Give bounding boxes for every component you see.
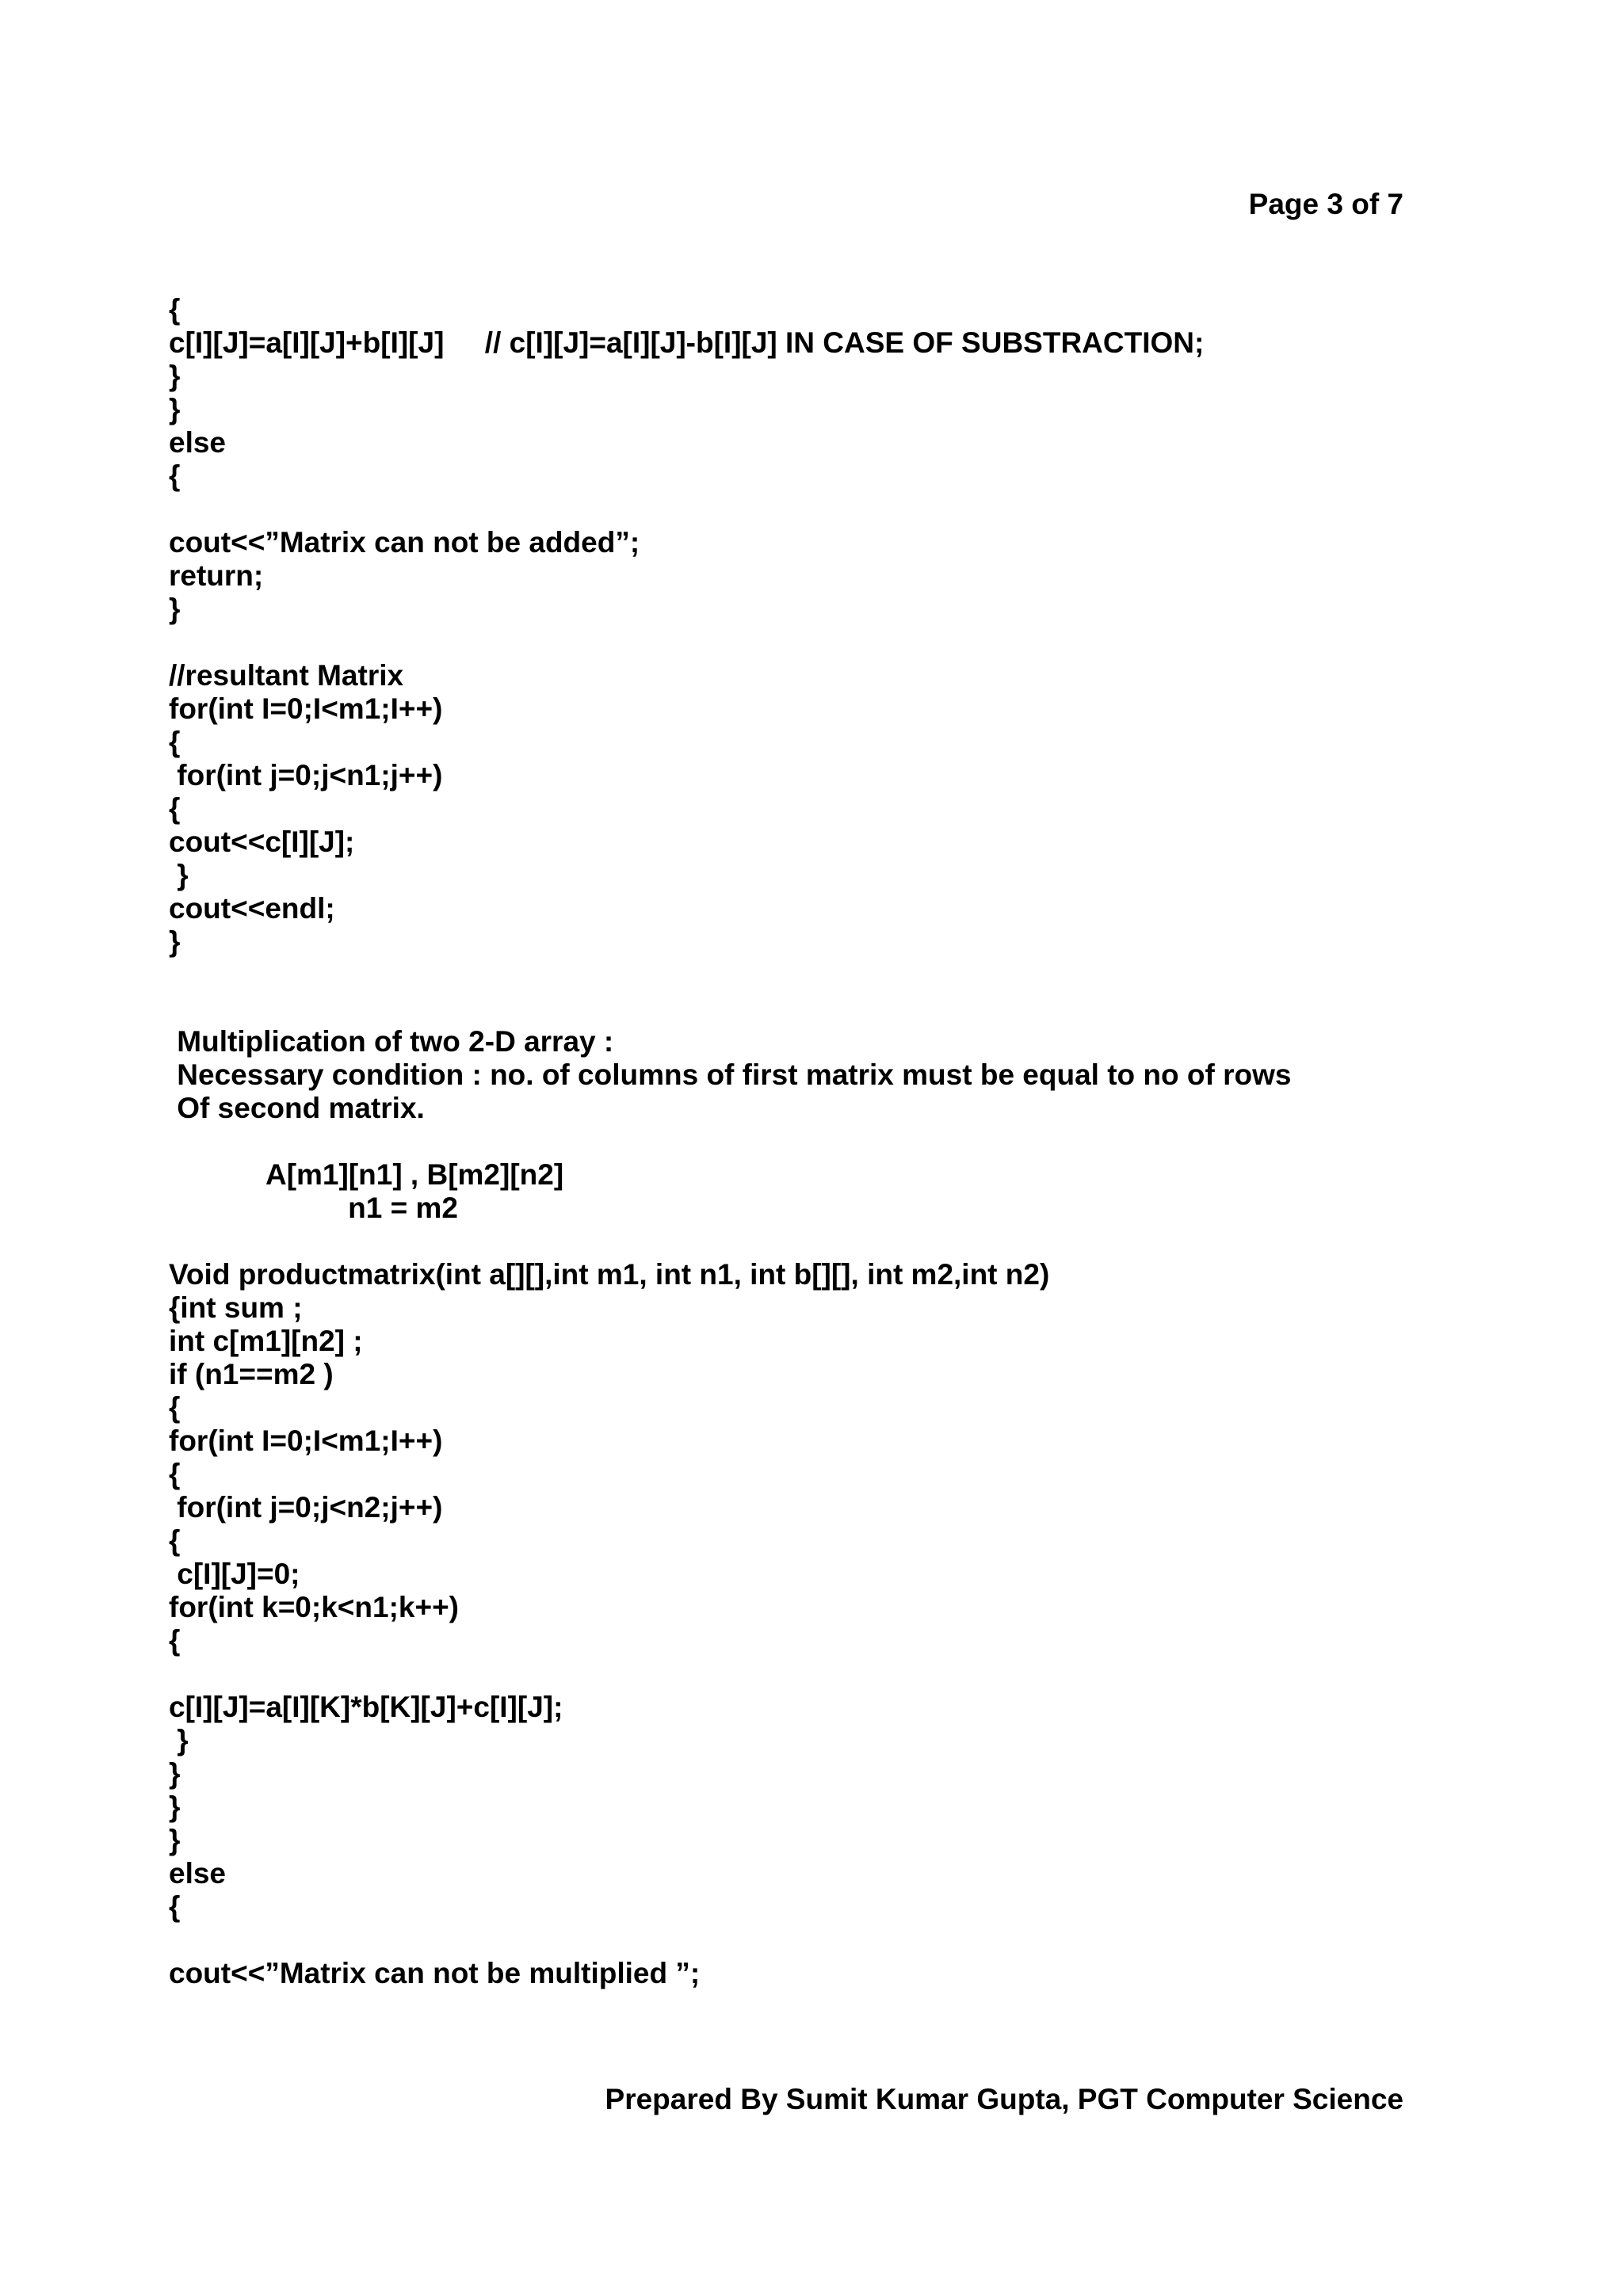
text-line: for(int I=0;I<m1;I++) [169, 1425, 443, 1457]
text-line: {int sum ; [169, 1291, 303, 1324]
text-line: { [169, 1624, 181, 1657]
text-line: { [169, 1458, 181, 1490]
text-line: for(int j=0;j<n1;j++) [169, 759, 443, 791]
text-line: else [169, 1857, 227, 1890]
text-line: for(int k=0;k<n1;k++) [169, 1591, 460, 1623]
text-line: for(int I=0;I<m1;I++) [169, 692, 443, 725]
text-line: A[m1][n1] , B[m2][n2] [169, 1158, 564, 1191]
text-line: { [169, 460, 181, 492]
text-line: cout<<”Matrix can not be added”; [169, 526, 640, 559]
text-line: Void productmatrix(int a[][],int m1, int n1, int b[][], int m2,int n2) [169, 1258, 1050, 1291]
text-line: Necessary condition : no. of columns of first matrix must be equal to no of rows [169, 1058, 1292, 1091]
text-line: } [169, 360, 181, 392]
text-line: cout<<”Matrix can not be multiplied ”; [169, 1957, 701, 1989]
text-line: Of second matrix. [169, 1092, 425, 1124]
text-line: } [169, 593, 181, 625]
text-line: c[I][J]=0; [169, 1558, 300, 1590]
text-line: else [169, 426, 227, 459]
footer-credit: Prepared By Sumit Kumar Gupta, PGT Computer Science [605, 2083, 1403, 2115]
text-line: if (n1==m2 ) [169, 1358, 334, 1390]
text-line: cout<<c[I][J]; [169, 826, 355, 858]
text-line: } [169, 393, 181, 425]
text-line: c[I][J]=a[I][K]*b[K][J]+c[I][J]; [169, 1691, 563, 1723]
text-line: for(int j=0;j<n2;j++) [169, 1491, 443, 1524]
text-line: } [169, 1824, 181, 1856]
text-line: cout<<endl; [169, 892, 335, 925]
text-line: { [169, 1524, 181, 1557]
text-line: { [169, 726, 181, 758]
text-line: } [169, 1724, 189, 1756]
page-number: Page 3 of 7 [1248, 188, 1403, 220]
section-heading: Multiplication of two 2-D array : [169, 1025, 614, 1058]
text-line: c[I][J]=a[I][J]+b[I][J] // c[I][J]=a[I][J]-b[I][J] IN CASE OF SUBSTRACTION; [169, 326, 1205, 359]
text-line: } [169, 1757, 181, 1790]
text-line: { [169, 1890, 181, 1923]
text-line: { [169, 293, 181, 326]
text-line: } [169, 925, 181, 958]
text-line: { [169, 792, 181, 825]
text-line: { [169, 1391, 181, 1424]
text-line: //resultant Matrix [169, 659, 404, 692]
text-line: } [169, 859, 189, 891]
text-line: int c[m1][n2] ; [169, 1325, 363, 1357]
text-line: n1 = m2 [169, 1192, 458, 1224]
text-line: return; [169, 559, 264, 592]
text-line: } [169, 1791, 181, 1823]
